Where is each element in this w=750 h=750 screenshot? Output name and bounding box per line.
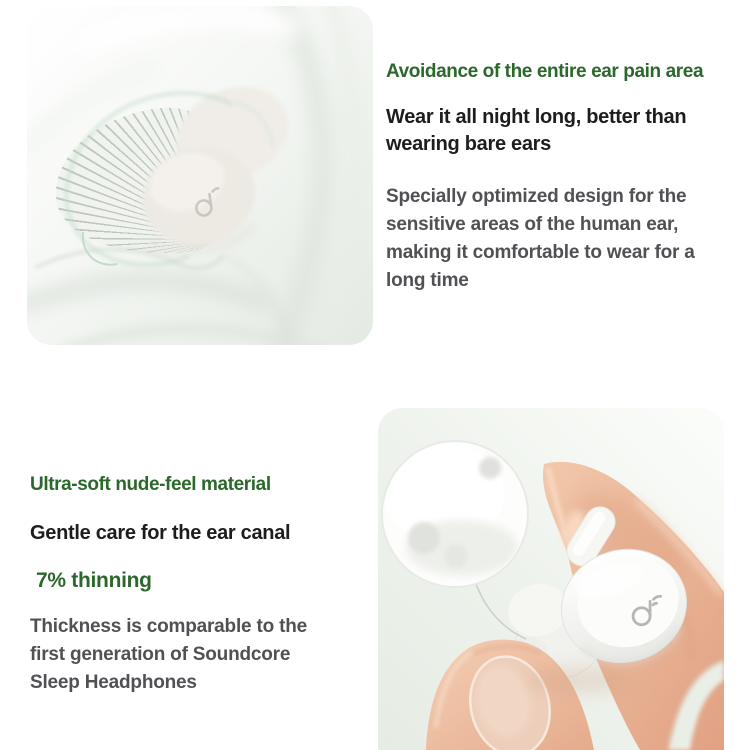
fingers-holding-earbud-image (378, 408, 724, 750)
section-subheading: Wear it all night long, better than wearing bare ears (386, 106, 687, 155)
film-texture-art (27, 6, 373, 345)
material-text-block (30, 473, 344, 697)
film-wrapped-earbud-image (27, 6, 373, 345)
section-heading: Avoidance of the entire ear pain area (386, 61, 704, 82)
section-body: Thickness is comparable to the first generation of Soundcore Sleep Headphones (30, 616, 307, 693)
thinning-stat: 7% thinning (36, 569, 152, 592)
section-heading: Ultra-soft nude-feel material (30, 474, 271, 495)
fingers-earbud-art (378, 408, 724, 750)
ear-pain-text-block (386, 60, 738, 295)
section-body: Specially optimized design for the sensitive areas of the human ear, making it comfortable to wear for a long time (386, 186, 695, 291)
section-subheading: Gentle care for the ear canal (30, 522, 291, 544)
